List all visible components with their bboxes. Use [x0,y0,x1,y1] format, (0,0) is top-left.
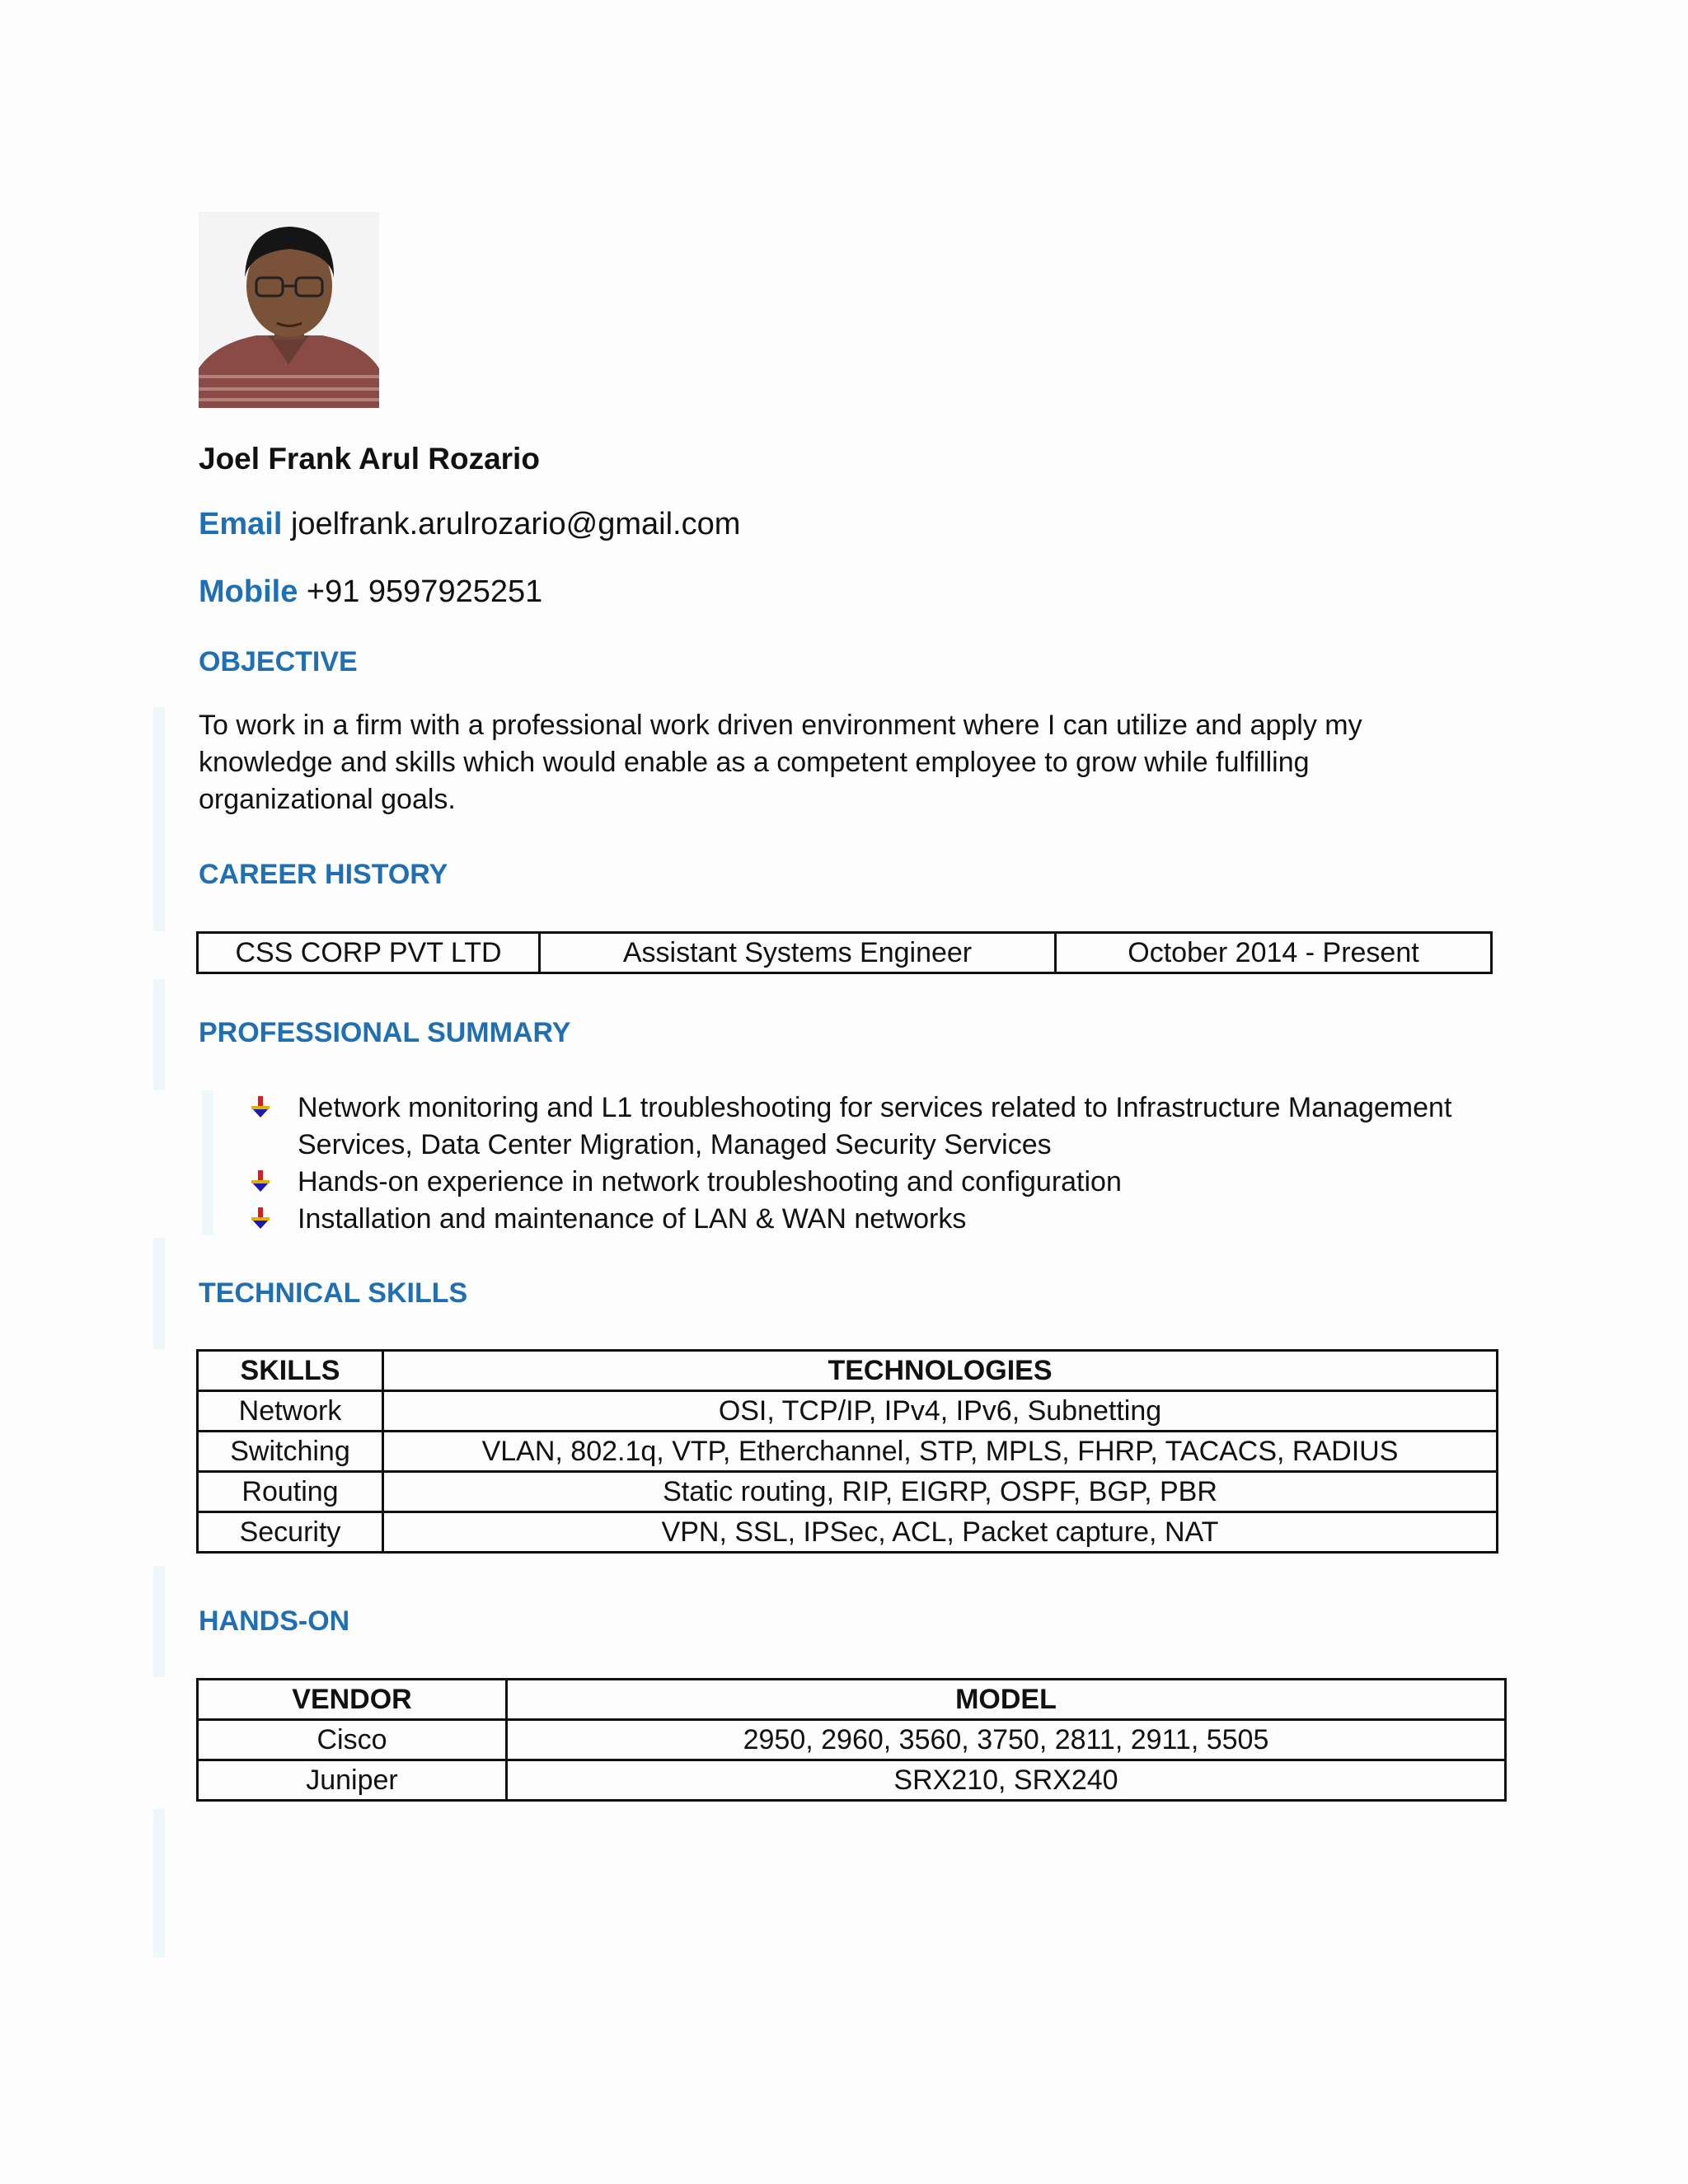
skill-cell: Security [198,1512,383,1553]
objective-text: To work in a firm with a professional work driven environment where I can utilize and apply my knowledge and skills which would enable as a competent employee to grow while fulfilling organizational goals. [199,710,1362,815]
technology-cell: VLAN, 802.1q, VTP, Etherchannel, STP, MPLS, FHRP, TACACS, RADIUS [383,1432,1498,1472]
period-cell: October 2014 - Present [1056,933,1492,973]
arrow-bullet-icon [248,1206,273,1230]
role-cell: Assistant Systems Engineer [540,933,1056,973]
table-row [198,933,1492,973]
margin-strip [153,1566,165,1677]
arrow-bullet-icon [248,1169,273,1193]
table-row [198,1391,1498,1432]
hands-on-heading: HANDS-ON [199,1605,350,1637]
summary-item-text: Hands-on experience in network troubleshooting and configuration [298,1166,1122,1197]
column-header-skills: SKILLS [198,1351,383,1391]
table-row [198,1432,1498,1472]
profile-photo [199,212,379,408]
summary-list [248,1090,1501,1238]
hands-on-table [196,1678,1507,1802]
table-row [198,1472,1498,1512]
career-history-heading: CAREER HISTORY [199,859,448,890]
career-history-table [196,931,1493,974]
vendor-cell: Cisco [198,1720,507,1760]
column-header-model: MODEL [507,1680,1506,1720]
mobile-value[interactable]: +91 9597925251 [306,574,543,609]
list-item [248,1201,1501,1238]
company-cell: CSS CORP PVT LTD [198,933,540,973]
table-header-row [198,1680,1506,1720]
model-cell: SRX210, SRX240 [507,1760,1506,1801]
list-item [248,1164,1501,1201]
skill-cell: Switching [198,1432,383,1472]
mobile-line [199,574,542,610]
technology-cell: OSI, TCP/IP, IPv4, IPv6, Subnetting [383,1391,1498,1432]
margin-strip [202,1090,213,1235]
table-header-row [198,1351,1498,1391]
email-value[interactable]: joelfrank.arulrozario@gmail.com [290,507,741,541]
summary-item-text: Installation and maintenance of LAN & WAN networks [298,1203,967,1235]
column-header-technologies: TECHNOLOGIES [383,1351,1498,1391]
vendor-cell: Juniper [198,1760,507,1801]
model-cell: 2950, 2960, 3560, 3750, 2811, 2911, 5505 [507,1720,1506,1760]
margin-strip [153,979,165,1090]
candidate-name: Joel Frank Arul Rozario [199,442,540,476]
margin-strip [153,1809,165,1957]
technical-skills-table [196,1349,1498,1554]
portrait-image [199,212,379,408]
email-line [199,507,740,542]
objective-heading: OBJECTIVE [199,646,358,677]
professional-summary-heading: PROFESSIONAL SUMMARY [199,1017,571,1048]
table-row [198,1512,1498,1553]
summary-item-text: Network monitoring and L1 troubleshooting for services related to Infrastructure Management Services, Data Center Migration, Managed Security Services [298,1092,1452,1160]
technology-cell: Static routing, RIP, EIGRP, OSPF, BGP, PBR [383,1472,1498,1512]
margin-strip [153,707,165,931]
skill-cell: Network [198,1391,383,1432]
technology-cell: VPN, SSL, IPSec, ACL, Packet capture, NAT [383,1512,1498,1553]
column-header-vendor: VENDOR [198,1680,507,1720]
arrow-bullet-icon [248,1094,273,1119]
skill-cell: Routing [198,1472,383,1512]
table-row [198,1720,1506,1760]
list-item [248,1090,1501,1164]
technical-skills-heading: TECHNICAL SKILLS [199,1277,468,1309]
email-label: Email [199,507,283,541]
mobile-label: Mobile [199,574,298,609]
table-row [198,1760,1506,1801]
margin-strip [153,1238,165,1349]
